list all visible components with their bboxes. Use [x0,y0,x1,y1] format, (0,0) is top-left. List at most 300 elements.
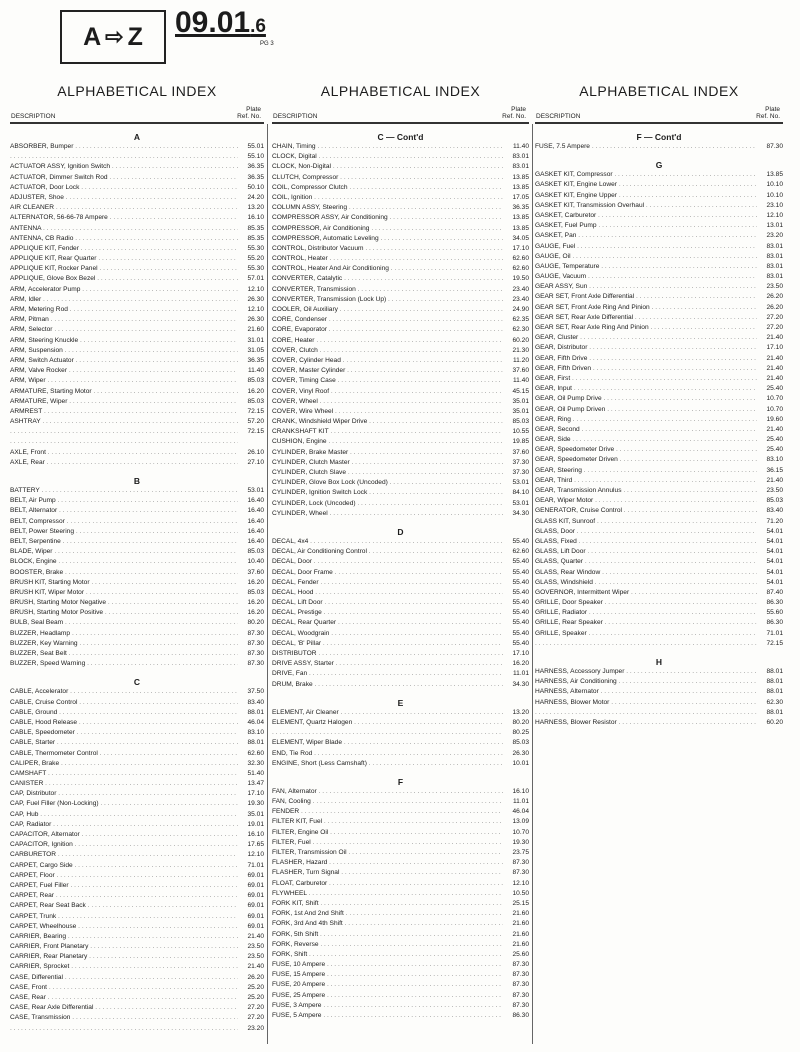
entry-description: ACTUATOR, Dimmer Switch Rod . . . [10,173,238,183]
entry-description: CASE, Rear Axle Differential . . . [10,1003,238,1013]
index-entry [535,588,783,598]
index-entry [10,698,264,708]
index-entry [10,932,264,942]
entry-description: COMPRESSOR ASSY, Air Conditioning . . . [272,213,503,223]
entry-description: FILTER, Engine Oil . . . [272,828,503,838]
entry-plate-ref: 87.30 [247,660,264,668]
entry-plate-ref: 24.90 [512,306,529,313]
description-label: DESCRIPTION [536,113,581,120]
page-number [175,6,266,40]
entry-plate-ref: 16.20 [247,387,264,395]
index-entry [535,629,783,639]
index-entry [535,517,783,527]
entry-description: COLUMN ASSY, Steering . . . [272,203,503,213]
index-entry [272,537,529,547]
entry-description: GLASS KIT, Sunroof . . . [535,517,757,527]
entry-plate-ref: 55.40 [512,537,529,545]
entry-plate-ref: 51.40 [247,769,264,777]
entry-plate-ref: 13.20 [247,204,264,212]
entry-plate-ref: 69.01 [247,902,264,910]
index-column-2 [272,80,529,1050]
entry-plate-ref: 26.30 [512,749,529,757]
index-entry [10,346,264,356]
index-entry [535,262,783,272]
index-entry [535,476,783,486]
entry-description: COMPRESSOR, Air Conditioning . . . [272,224,503,234]
entry-plate-ref: 21.40 [766,354,783,362]
entry-plate-ref: 36.15 [766,466,783,474]
entry-description: APPLIQUE KIT, Rocker Panel . . . [10,264,238,274]
index-entry [10,376,264,386]
index-entry [10,527,264,537]
entry-description: GAUGE, Vacuum . . . [535,272,757,282]
entry-description: CHAIN, Timing . . . [272,142,503,152]
index-entry [535,292,783,302]
entry-description: CARBURETOR . . . [10,850,238,860]
az-right-letter: Z [127,22,143,51]
entry-description: HARNESS, Air Conditioning . . . [535,677,757,687]
entry-plate-ref: 88.01 [247,739,264,747]
index-entry [10,861,264,871]
entry-description: ELEMENT, Wiper Blade . . . [272,738,503,748]
index-entry [272,919,529,929]
entry-description: ARMATURE, Starting Motor . . . [10,387,238,397]
column-title: ALPHABETICAL INDEX [579,83,739,99]
entry-plate-ref: 17.65 [247,841,264,849]
entry-description [272,728,503,738]
entry-plate-ref: 83.01 [766,262,783,270]
index-entry [535,698,783,708]
entry-description: GOVERNOR, Intermittent Wiper . . . [535,588,757,598]
entry-plate-ref: 16.20 [512,660,529,668]
entry-description: CONVERTER, Catalytic . . . [272,274,503,284]
entry-plate-ref: 87.30 [512,971,529,979]
entry-description: COVER, Cylinder Head . . . [272,356,503,366]
entry-description: FLOAT, Carburetor . . . [272,879,503,889]
entry-description: GASKET KIT, Engine Lower . . . [535,180,757,190]
index-entry [272,980,529,990]
index-entry [272,336,529,346]
entry-description: BLOCK, Engine . . . [10,557,238,567]
index-entry [10,325,264,335]
entry-plate-ref: 72.15 [766,639,783,647]
index-entry [535,354,783,364]
entry-plate-ref: 13.85 [512,224,529,232]
entry-plate-ref: 25.20 [247,994,264,1001]
entry-plate-ref: 50.10 [247,183,264,191]
entry-description: FLYWHEEL . . . [272,889,503,899]
index-entry [272,203,529,213]
entry-plate-ref: 54.01 [766,548,783,556]
index-entry [272,234,529,244]
entry-plate-ref: 34.30 [512,509,529,517]
index-entry [10,799,264,809]
index-entry [272,547,529,557]
entry-plate-ref: 36.35 [247,356,264,364]
entry-description: GEAR, Cluster . . . [535,333,757,343]
entry-description: CYLINDER, Lock (Uncoded) . . . [272,499,503,509]
entry-description: COOLER, Oil Auxiliary . . . [272,305,503,315]
index-entry [535,211,783,221]
entry-plate-ref: 55.40 [512,558,529,566]
entry-plate-ref: 83.10 [247,729,264,737]
entry-description: GRILLE, Door Speaker . . . [535,598,757,608]
entry-description: GEAR, Side . . . [535,435,757,445]
entry-description: GAUGE, Temperature . . . [535,262,757,272]
index-entry [535,455,783,465]
index-entry [535,201,783,211]
column-header [10,102,264,124]
entry-plate-ref: 53.01 [247,487,264,494]
entry-plate-ref: 27.20 [247,1004,264,1012]
index-entry [535,466,783,476]
entry-plate-ref: 25.40 [766,446,783,454]
entry-plate-ref: 10.10 [766,191,783,199]
entry-plate-ref: 16.10 [247,214,264,222]
index-entry [272,879,529,889]
index-entry [272,738,529,748]
entry-description: CARPET, Rear . . . [10,891,238,901]
entry-description: BRUSH KIT, Starting Motor . . . [10,578,238,588]
entry-description: APPLIQUE KIT, Rear Quarter . . . [10,254,238,264]
index-entry [535,425,783,435]
entry-plate-ref: 13.20 [512,708,529,716]
entry-description: CABLE, Hood Release . . . [10,718,238,728]
entry-description: APPLIQUE KIT, Fender . . . [10,244,238,254]
index-entry [10,779,264,789]
index-entry [272,356,529,366]
entry-plate-ref: 86.30 [766,599,783,607]
entry-plate-ref: 62.60 [512,265,529,273]
entry-plate-ref: 54.01 [766,558,783,566]
entry-plate-ref: 72.15 [247,407,264,415]
entry-description: ANTENNA . . . [10,224,238,234]
index-entry [272,618,529,628]
page-subcode: PG 3 [260,41,274,47]
index-entry [535,639,783,649]
index-entry [535,547,783,557]
entry-description: COVER, Vinyl Roof . . . [272,387,503,397]
entry-description: ARMATURE, Wiper . . . [10,397,238,407]
page-number-main: 09.01 [175,6,251,39]
index-entry [10,517,264,527]
entry-description: CANISTER . . . [10,779,238,789]
entry-description: CLOCK, Digital . . . [272,152,503,162]
entry-description: CORE, Heater . . . [272,336,503,346]
entry-description: CABLE, Ground . . . [10,708,238,718]
section-letter: E [397,697,404,708]
entry-plate-ref: 13.85 [512,183,529,191]
index-entry [10,728,264,738]
entry-plate-ref: 21.60 [512,920,529,928]
index-entry [535,677,783,687]
entry-plate-ref: 27.20 [766,324,783,331]
index-entry [535,537,783,547]
entry-plate-ref: 37.30 [512,469,529,476]
entry-plate-ref: 11.40 [247,367,264,375]
index-entry [272,488,529,498]
a-to-z-box [60,10,166,64]
entry-plate-ref: 62.30 [766,698,783,706]
entry-plate-ref: 37.50 [247,688,264,696]
index-entry [10,285,264,295]
entry-plate-ref: 11.01 [512,798,529,806]
entry-description: GAUGE, Fuel . . . [535,242,757,252]
entry-plate-ref: 10.01 [512,759,529,767]
section-letter: B [133,476,141,486]
entry-description: GEAR, Oil Pump Drive . . . [535,394,757,404]
entry-description: AXLE, Front . . . [10,448,238,458]
entry-description: BUZZER, Headlamp . . . [10,629,238,639]
index-entry [10,274,264,284]
entry-description: CYLINDER, Wheel . . . [272,509,503,519]
entry-description: CRANK, Windshield Wiper Drive . . . [272,417,503,427]
index-entry [10,173,264,183]
entry-description: BELT, Alternator . . . [10,506,238,516]
entry-description: BULB, Seal Beam . . . [10,618,238,628]
entry-plate-ref: 19.30 [247,800,264,808]
entry-description: GLASS, Windshield . . . [535,578,757,588]
entry-description: BELT, Serpentine . . . [10,537,238,547]
index-entry [272,448,529,458]
entry-description: COVER, Wire Wheel . . . [272,407,503,417]
entry-description: END, Tie Rod . . . [272,749,503,759]
index-entry [272,183,529,193]
index-entry [10,789,264,799]
entry-plate-ref: 85.35 [247,224,264,232]
index-entry [10,871,264,881]
entry-description: CARRIER, Sprocket . . . [10,962,238,972]
column-divider [267,124,268,1044]
entry-description: CAP, Radiator . . . [10,820,238,830]
entry-plate-ref: 25.40 [766,385,783,393]
entry-plate-ref: 36.35 [512,204,529,212]
index-entry [535,405,783,415]
entry-description: ARM, Switch Actuator . . . [10,356,238,366]
entry-plate-ref: 23.50 [247,953,264,961]
entry-description: COIL, Ignition . . . [272,193,503,203]
index-entry [272,797,529,807]
entry-plate-ref: 85.03 [766,497,783,505]
entry-description: BRUSH KIT, Wiper Motor . . . [10,588,238,598]
entry-plate-ref: 21.40 [247,932,264,940]
index-entry [10,397,264,407]
index-entry [10,749,264,759]
entry-description: FILTER KIT, Fuel . . . [272,817,503,827]
entry-plate-ref: 23.20 [247,1024,264,1032]
column-title: ALPHABETICAL INDEX [320,83,481,99]
entry-description: FAN, Cooling . . . [272,797,503,807]
entry-plate-ref: 55.40 [512,629,529,637]
entry-plate-ref: 17.10 [512,244,529,252]
entry-description [535,639,757,649]
entry-plate-ref: 13.85 [766,171,783,179]
entry-description: CLUTCH, Compressor . . . [272,173,503,183]
entry-plate-ref: 13.01 [766,222,783,230]
index-entry [272,213,529,223]
entry-description: FILTER, Fuel . . . [272,838,503,848]
entry-description: GEAR, Wiper Motor . . . [535,496,757,506]
entry-description: GEAR, First . . . [535,374,757,384]
index-entry [10,922,264,932]
entry-plate-ref: 10.10 [766,181,783,189]
page-number-suffix: .6 [250,16,266,37]
index-entry [535,578,783,588]
entry-plate-ref: 17.05 [512,193,529,201]
entry-plate-ref: 21.40 [766,425,783,433]
entry-description: ARM, Suspension . . . [10,346,238,356]
entry-description: FUSE, 25 Ampere . . . [272,991,503,1001]
entry-plate-ref: 71.20 [766,517,783,525]
entry-description [10,1024,238,1034]
entry-description: CONTROL, Heater . . . [272,254,503,264]
entry-description: APPLIQUE, Glove Box Bezel . . . [10,274,238,284]
index-entry [272,728,529,738]
section-letter: G [655,160,663,171]
index-entry [10,486,264,496]
entry-plate-ref: 62.35 [512,316,529,324]
index-entry [10,264,264,274]
entry-description: FLASHER, Hazard . . . [272,858,503,868]
index-entry [10,952,264,962]
entry-plate-ref: 26.20 [247,973,264,981]
entry-description: DECAL, 4x4 . . . [272,537,503,547]
entry-description: ANTENNA, CB Radio . . . [10,234,238,244]
entry-description: FILTER, Transmission Oil . . . [272,848,503,858]
index-entry [535,313,783,323]
entry-plate-ref: 21.40 [766,334,783,342]
index-entry [272,346,529,356]
entry-plate-ref: 85.03 [512,418,529,426]
index-entry [10,850,264,860]
index-entry [10,203,264,213]
entry-plate-ref: 55.40 [512,568,529,576]
index-entry [272,478,529,488]
index-entry [272,858,529,868]
section-letter: F [397,776,404,787]
ref-no-label: Ref. No. [502,113,526,120]
index-entry [272,295,529,305]
index-entry [272,889,529,899]
index-entry [272,899,529,909]
entry-description: ACTUATOR ASSY, Ignition Switch . . . [10,162,238,172]
entry-plate-ref: 21.60 [512,910,529,918]
entry-plate-ref: 16.20 [247,609,264,617]
index-entry [535,486,783,496]
index-entry [10,162,264,172]
index-entry [535,142,783,152]
index-entry [10,506,264,516]
entry-description: GLASS, Fixed . . . [535,537,757,547]
entry-plate-ref: 34.30 [512,680,529,688]
entry-description: CONVERTER, Transmission . . . [272,285,503,295]
entry-description: GLASS, Door . . . [535,527,757,537]
entry-plate-ref: 84.10 [512,489,529,497]
index-entry [272,193,529,203]
entry-plate-ref: 55.30 [247,265,264,273]
entry-description: ENGINE, Short (Less Camshaft) . . . [272,759,503,769]
entry-description: DECAL, Door Frame . . . [272,568,503,578]
index-entry [535,557,783,567]
entry-description: ARM, Accelerator Pump . . . [10,285,238,295]
entry-plate-ref: 23.75 [512,849,529,856]
entry-plate-ref: 26.20 [766,303,783,311]
index-entry [10,1003,264,1013]
entry-description: FORK, Shift . . . [272,950,503,960]
entry-description: CASE, Differential . . . [10,973,238,983]
entry-plate-ref: 17.10 [512,650,529,657]
index-entry [535,282,783,292]
entry-description: GEAR, Speedometer Driven . . . [535,455,757,465]
index-entry [535,303,783,313]
entry-description: CABLE, Thermometer Control . . . [10,749,238,759]
index-entry [10,366,264,376]
entry-plate-ref: 55.40 [512,619,529,627]
entry-description: BRUSH, Starting Motor Negative . . . [10,598,238,608]
index-entry [10,687,264,697]
index-entry [10,387,264,397]
index-entry [10,993,264,1003]
entry-plate-ref: 55.40 [512,609,529,617]
entry-description: BOOSTER, Brake . . . [10,568,238,578]
index-entry [10,315,264,325]
index-entry [272,499,529,509]
entry-plate-ref: 26.30 [247,316,264,324]
entry-plate-ref: 83.01 [766,252,783,260]
entry-description: GEAR, Fifth Drive . . . [535,354,757,364]
entry-description: BUZZER, Speed Warning . . . [10,659,238,669]
index-entry [10,830,264,840]
ref-no-label: Ref. No. [756,113,780,120]
index-entry [535,608,783,618]
entry-plate-ref: 21.40 [766,364,783,372]
index-entry [272,639,529,649]
index-entry [272,458,529,468]
entry-description: BRUSH, Starting Motor Positive . . . [10,608,238,618]
entry-plate-ref: 37.30 [512,458,529,466]
entry-plate-ref: 12.10 [247,306,264,313]
entry-description: CONVERTER, Transmission (Lock Up) . . . [272,295,503,305]
entry-description: FUSE, 7.5 Ampere . . . [535,142,757,152]
entry-description: CORE, Condenser . . . [272,315,503,325]
entry-plate-ref: 26.10 [247,448,264,456]
entry-plate-ref: 10.70 [766,395,783,403]
entry-plate-ref: 69.01 [247,922,264,930]
entry-plate-ref: 16.10 [247,831,264,838]
index-entry [10,356,264,366]
entry-description: FORK, 5th Shift . . . [272,930,503,940]
index-entry [10,810,264,820]
entry-description: DECAL, Lift Door . . . [272,598,503,608]
index-column-1 [10,80,264,1050]
entry-description: HARNESS, Blower Motor . . . [535,698,757,708]
entry-plate-ref: 11.40 [512,377,529,385]
entry-plate-ref: 69.01 [247,892,264,900]
entry-description: BATTERY . . . [10,486,238,496]
entry-plate-ref: 83.40 [766,507,783,515]
entry-description: ARM, Pitman . . . [10,315,238,325]
index-entry [10,305,264,315]
index-entry [272,557,529,567]
index-entry [10,891,264,901]
section-letter: A [133,132,141,142]
column-header [272,102,529,124]
entry-plate-ref: 83.10 [766,456,783,464]
index-entry [10,608,264,618]
entry-description: GASKET KIT, Engine Upper . . . [535,191,757,201]
index-entry [10,708,264,718]
index-entry [535,527,783,537]
